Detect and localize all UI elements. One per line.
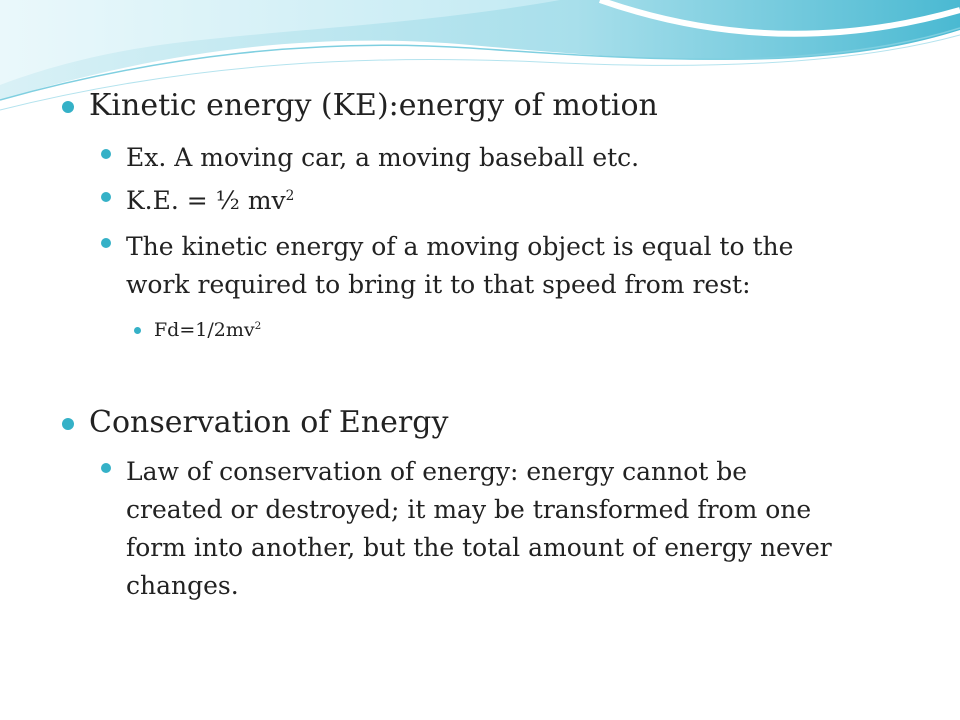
bullet-icon xyxy=(62,101,74,113)
bullet-icon xyxy=(101,238,111,248)
law-line-2: created or destroyed; it may be transformed from one xyxy=(126,495,812,524)
bullet-icon xyxy=(62,418,74,430)
bullet-icon xyxy=(101,192,111,202)
ke-formula-base: K.E. = ½ mv xyxy=(126,186,286,215)
conservation-heading: Conservation of Energy xyxy=(89,405,449,440)
ke-equation xyxy=(154,318,261,342)
ke-equation-base: Fd=1/2mv xyxy=(154,319,255,341)
bullet-icon xyxy=(134,327,141,334)
law-line-1: Law of conservation of energy: energy cannot be xyxy=(126,457,748,486)
law-line-4: changes. xyxy=(126,571,239,600)
law-line-3: form into another, but the total amount of energy never xyxy=(126,533,832,562)
ke-formula-exponent: 2 xyxy=(285,188,295,205)
ke-theorem-line-1: The kinetic energy of a moving object is equal to the xyxy=(126,232,794,261)
ke-example: Ex. A moving car, a moving baseball etc. xyxy=(126,143,640,172)
bullet-icon xyxy=(101,463,111,473)
bullet-icon xyxy=(101,149,111,159)
ke-formula xyxy=(126,182,294,220)
ke-heading: Kinetic energy (KE):energy of motion xyxy=(89,88,658,123)
ke-equation-exponent: 2 xyxy=(254,320,262,333)
ke-theorem-line-2: work required to bring it to that speed from rest: xyxy=(126,270,751,299)
